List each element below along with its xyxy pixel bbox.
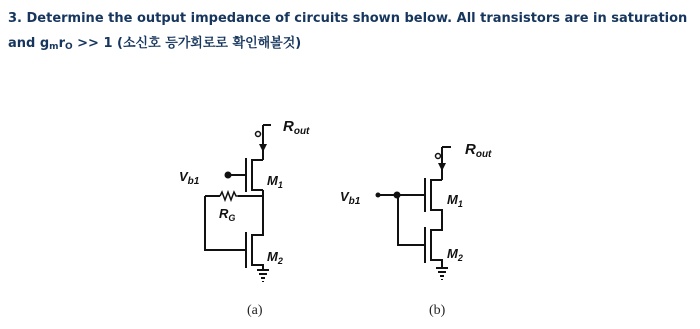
caption-a: (a) bbox=[247, 303, 263, 318]
m1-transistor-b bbox=[378, 178, 442, 222]
m1-label-b: $M_1$ bbox=[447, 192, 463, 209]
rout-label-a: $R_{out}$ bbox=[283, 118, 310, 137]
rout-terminal-a bbox=[256, 125, 272, 160]
ground-a bbox=[257, 270, 269, 282]
question-line-1: 3. Determine the output impedance of circuits shown below. All transistors are in saturation bbox=[8, 11, 688, 26]
vb1-label-b: $V_{b1}$ bbox=[340, 189, 361, 207]
rout-terminal-b bbox=[436, 147, 452, 180]
m1-label-a: $M_1$ bbox=[267, 173, 283, 190]
m2-label-a: $M_2$ bbox=[267, 249, 283, 266]
rg-label-a: $R_G$ bbox=[219, 206, 236, 223]
circuit-b bbox=[378, 147, 451, 280]
rg-resistor-a bbox=[205, 190, 263, 200]
m2-transistor-a bbox=[205, 196, 263, 270]
m2-transistor-b bbox=[398, 195, 442, 268]
labels-a bbox=[179, 118, 310, 318]
labels-b bbox=[340, 141, 492, 318]
rout-label-b: $R_{out}$ bbox=[465, 141, 492, 160]
caption-b: (b) bbox=[429, 303, 446, 318]
m1-transistor-a bbox=[226, 158, 264, 192]
ground-b bbox=[436, 268, 448, 280]
question-line-2: and $g_mr_O >> 1$ (소신호 등가회로로 확인해볼것) bbox=[8, 36, 302, 52]
circuit-a bbox=[205, 125, 271, 282]
vb1-node-b bbox=[376, 193, 381, 198]
m2-label-b: $M_2$ bbox=[447, 246, 463, 263]
vb1-label-a: $V_{b1}$ bbox=[179, 169, 200, 187]
